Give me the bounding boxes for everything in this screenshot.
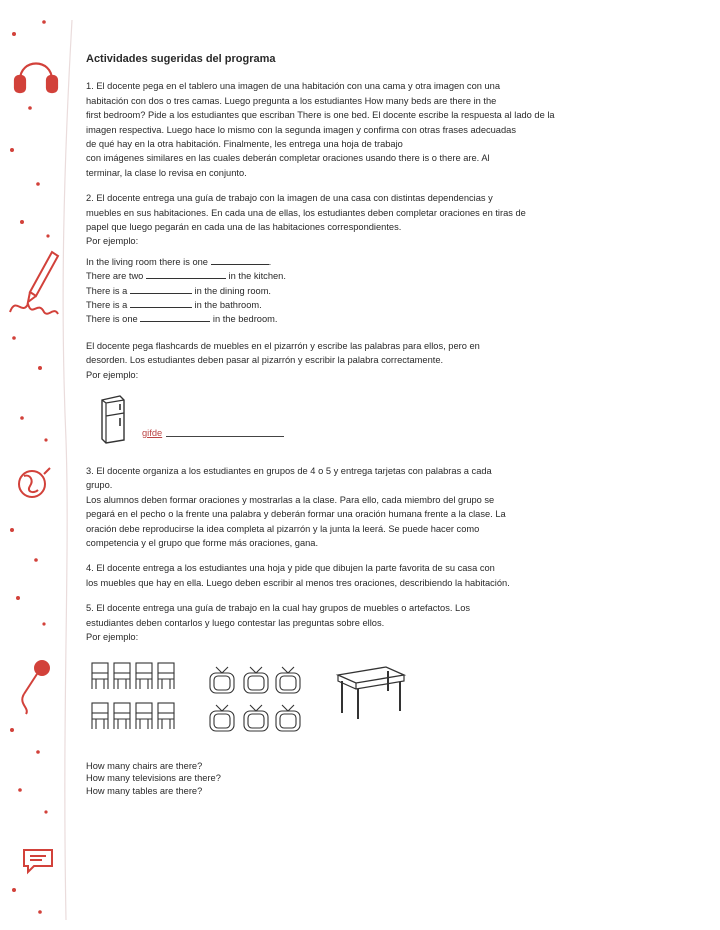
text-line: muebles en sus habitaciones. En cada una de ellas, los estudiantes deben completar oraciones en tiras de bbox=[86, 207, 526, 218]
text-line: habitación con dos o tres camas. Luego pregunta a los estudiantes How many beds are there in the bbox=[86, 95, 497, 106]
sentence-end: . bbox=[268, 256, 272, 267]
blank-line bbox=[130, 298, 192, 308]
sentence-start: In the living room there is one bbox=[86, 256, 208, 267]
table-icon bbox=[334, 661, 408, 723]
blank-line bbox=[211, 255, 269, 265]
speech-bubble-icon bbox=[24, 850, 52, 872]
fridge-icon bbox=[96, 394, 128, 444]
text-line: 1. El docente pega en el tablero una imagen de una habitación con una cama y otra imagen con una bbox=[86, 81, 501, 92]
chairs-icon bbox=[90, 661, 182, 739]
headphones-icon bbox=[15, 64, 57, 93]
question: How many chairs are there? bbox=[86, 760, 203, 771]
text-line: imagen respectiva. Luego hace lo mismo con la segunda imagen y confirma con otras frases adecuadas bbox=[86, 124, 516, 135]
activity-4 bbox=[86, 561, 634, 590]
activity-3 bbox=[86, 464, 634, 550]
text-line: 3. El docente organiza a los estudiantes en grupos de 4 o 5 y entrega tarjetas con palabras a cada bbox=[86, 466, 492, 477]
question: How many televisions are there? bbox=[86, 773, 221, 784]
text-line: oración debe reproducirse la idea completa al pizarrón y la junta la leerá. Se puede hacer como bbox=[86, 523, 480, 534]
text-line: 4. El docente entrega a los estudiantes una hoja y pide que dibujen la parte favorita de su casa con bbox=[86, 563, 495, 574]
fill-sentence bbox=[86, 298, 634, 312]
text-line: terminar, la clase lo revisa en conjunto. bbox=[86, 167, 247, 178]
sentence-start: There is a bbox=[86, 300, 128, 311]
text-line: pegará en el pecho o la frente una palabra y deberán formar una oración humana frente a la clase. La bbox=[86, 509, 506, 520]
microphone-icon bbox=[22, 661, 49, 714]
text-line: El docente pega flashcards de muebles en el pizarrón y escribe las palabras para ellos, pero en bbox=[86, 340, 480, 351]
example-label: Por ejemplo: bbox=[86, 369, 139, 380]
example-label: Por ejemplo: bbox=[86, 236, 139, 247]
pencil-icon bbox=[10, 252, 58, 314]
text-line: grupo. bbox=[86, 480, 113, 491]
text-line: competencia y el grupo que forme más oraciones, gana. bbox=[86, 538, 319, 549]
fill-sentence bbox=[86, 312, 634, 326]
text-line: 5. El docente entrega una guía de trabajo en la cual hay grupos de muebles o artefactos. Los bbox=[86, 603, 471, 614]
text-line: papel que luego pegarán en cada una de las habitaciones correspondientes. bbox=[86, 222, 402, 233]
question: How many tables are there? bbox=[86, 786, 203, 797]
activity-2b bbox=[86, 339, 634, 382]
text-line: de qué hay en la otra habitación. Finalmente, les entrega una hoja de trabajo bbox=[86, 139, 403, 150]
page-title: Actividades sugeridas del programa bbox=[86, 53, 276, 65]
text-line: 2. El docente entrega una guía de trabajo con la imagen de una casa con distintas dependencias y bbox=[86, 193, 493, 204]
activity-2 bbox=[86, 191, 634, 249]
sentence-end: in the dining room. bbox=[194, 285, 272, 296]
text-line: los muebles que hay en ella. Luego deben escribir al menos tres oraciones, describiendo la habitación. bbox=[86, 577, 510, 588]
fill-sentence bbox=[86, 269, 634, 283]
activity-1 bbox=[86, 79, 634, 180]
sentence-end: in the kitchen. bbox=[228, 271, 286, 282]
fill-sentence bbox=[86, 255, 634, 269]
globe-icon bbox=[19, 468, 50, 497]
scrambled-word: gifde bbox=[142, 427, 163, 438]
fridge-example bbox=[96, 392, 634, 444]
blank-line bbox=[140, 312, 210, 322]
blank-line bbox=[130, 284, 192, 294]
blank-line bbox=[146, 269, 226, 279]
sentence-start: There is a bbox=[86, 285, 128, 296]
sentence-end: in the bathroom. bbox=[194, 300, 262, 311]
example-label: Por ejemplo: bbox=[86, 632, 139, 643]
fill-sentence bbox=[86, 284, 634, 298]
sentence-end: in the bedroom. bbox=[212, 314, 278, 325]
document-body bbox=[86, 52, 634, 797]
text-line: Los alumnos deben formar oraciones y mostrarlas a la clase. Para ello, cada miembro del grupo se bbox=[86, 494, 495, 505]
furniture-pictures bbox=[90, 661, 634, 741]
text-line: con imágenes similares en las cuales deberán completar oraciones usando there is o there are. Al bbox=[86, 153, 490, 164]
text-line: first bedroom? Pide a los estudiantes que escriban There is one bed. El docente escribe la respuesta al lado de la bbox=[86, 110, 555, 121]
fill-in-sentences bbox=[86, 255, 634, 327]
answer-line bbox=[166, 436, 284, 437]
margin-decoration bbox=[0, 0, 80, 930]
text-line: desorden. Los estudiantes deben pasar al pizarrón y escribir la palabra correctamente. bbox=[86, 355, 444, 366]
sentence-start: There is one bbox=[86, 314, 138, 325]
text-line: estudiantes deben contarlos y luego contestar las preguntas sobre ellos. bbox=[86, 617, 385, 628]
activity-5 bbox=[86, 601, 634, 644]
sentence-start: There are two bbox=[86, 271, 144, 282]
televisions-icon bbox=[208, 661, 304, 739]
questions-list bbox=[86, 759, 634, 797]
